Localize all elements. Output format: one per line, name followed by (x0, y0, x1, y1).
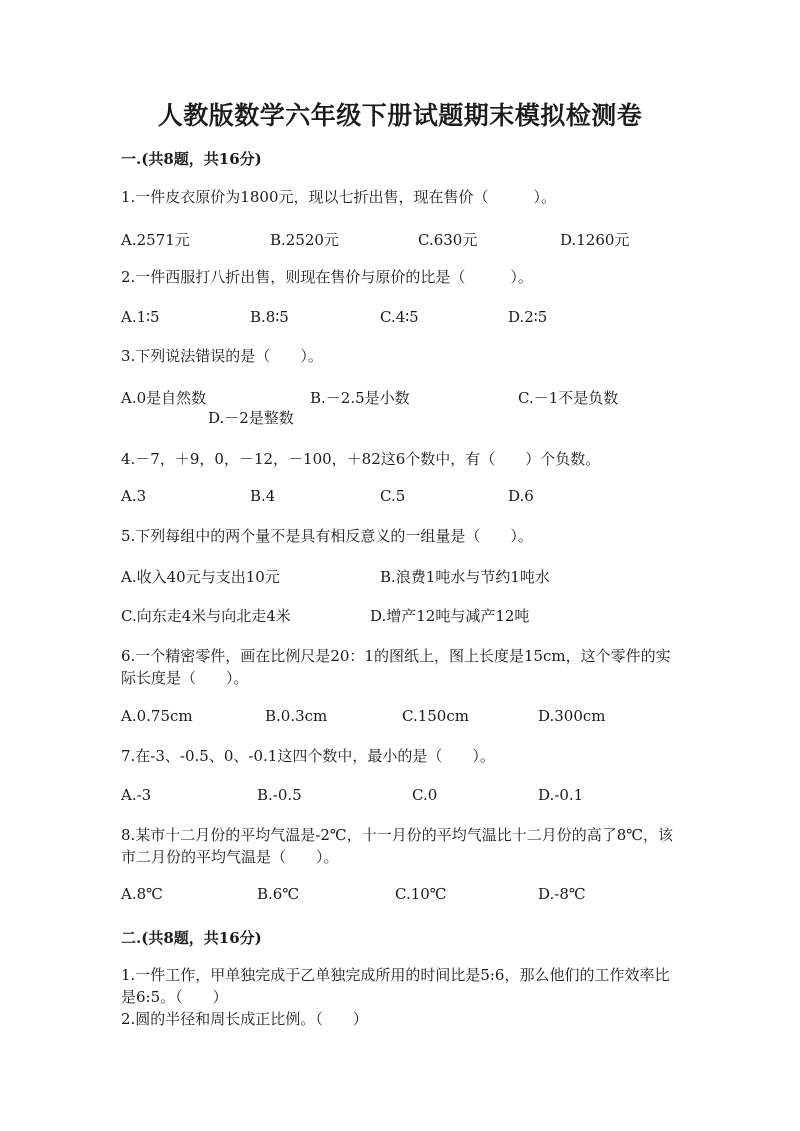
option-c: C.630元 (418, 231, 478, 249)
question-1: 1.一件皮衣原价为1800元，现以七折出售，现在售价（ ）。 (121, 188, 556, 206)
option-b: B.6℃ (257, 885, 300, 903)
option-c: C.4∶5 (380, 308, 419, 326)
option-c: C.向东走4米与向北走4米 (121, 607, 291, 625)
section-heading-2: 二.(共8题，共16分) (121, 929, 262, 947)
question-5: 5.下列每组中的两个量不是具有相反意义的一组量是（ ）。 (121, 527, 533, 545)
option-a: A.2571元 (121, 231, 190, 249)
option-c: C.－1不是负数 (518, 389, 619, 407)
option-a: A.3 (121, 487, 147, 505)
option-d: D.1260元 (560, 231, 630, 249)
option-c: C.5 (380, 487, 406, 505)
option-c: C.10℃ (395, 885, 447, 903)
option-a: A.8℃ (121, 885, 163, 903)
option-d: D.2∶5 (508, 308, 548, 326)
question-8: 8.某市十二月份的平均气温是-2℃，十一月份的平均气温比十二月份的高了8℃，该市二月份的平均气温是（ ）。 (121, 826, 674, 866)
option-d: D.300cm (538, 707, 606, 725)
option-a: A.1∶5 (121, 308, 160, 326)
option-b: B.4 (250, 487, 276, 505)
option-b: B.0.3cm (265, 707, 328, 725)
option-d: D.增产12吨与减产12吨 (370, 607, 530, 625)
option-b: B.-0.5 (257, 786, 302, 804)
page-title: 人教版数学六年级下册试题期末模拟检测卷 (157, 101, 643, 130)
question-4: 4.－7，＋9，0，－12，－100，＋82这6个数中，有（ ）个负数。 (121, 450, 601, 468)
option-b: B.2520元 (270, 231, 339, 249)
option-c: C.150cm (402, 707, 469, 725)
option-b: B.－2.5是小数 (310, 389, 410, 407)
option-a: A.收入40元与支出10元 (121, 568, 280, 586)
section-heading-1: 一.(共8题，共16分) (121, 150, 262, 168)
judge-question-2: 2.圆的半径和周长成正比例。（ ） (121, 1010, 368, 1028)
question-3: 3.下列说法错误的是（ ）。 (121, 347, 323, 365)
question-7: 7.在-3、-0.5、0、-0.1这四个数中，最小的是（ ）。 (121, 747, 495, 765)
question-2: 2.一件西服打八折出售，则现在售价与原价的比是（ ）。 (121, 268, 533, 286)
option-a: A.-3 (121, 786, 152, 804)
option-d: D.－2是整数 (208, 409, 294, 427)
option-a: A.0.75cm (121, 707, 193, 725)
option-b: B.浪费1吨水与节约1吨水 (380, 568, 550, 586)
question-6: 6.一个精密零件，画在比例尺是20：1的图纸上，图上长度是15cm，这个零件的实际长度是（ ）。 (121, 647, 671, 687)
option-d: D.-8℃ (538, 885, 586, 903)
option-d: D.-0.1 (538, 786, 584, 804)
option-b: B.8∶5 (250, 308, 289, 326)
option-a: A.0是自然数 (121, 389, 207, 407)
option-c: C.0 (412, 786, 438, 804)
option-d: D.6 (508, 487, 534, 505)
judge-question-1: 1.一件工作，甲单独完成于乙单独完成所用的时间比是5:6，那么他们的工作效率比是6:5。（ ） (121, 966, 670, 1006)
